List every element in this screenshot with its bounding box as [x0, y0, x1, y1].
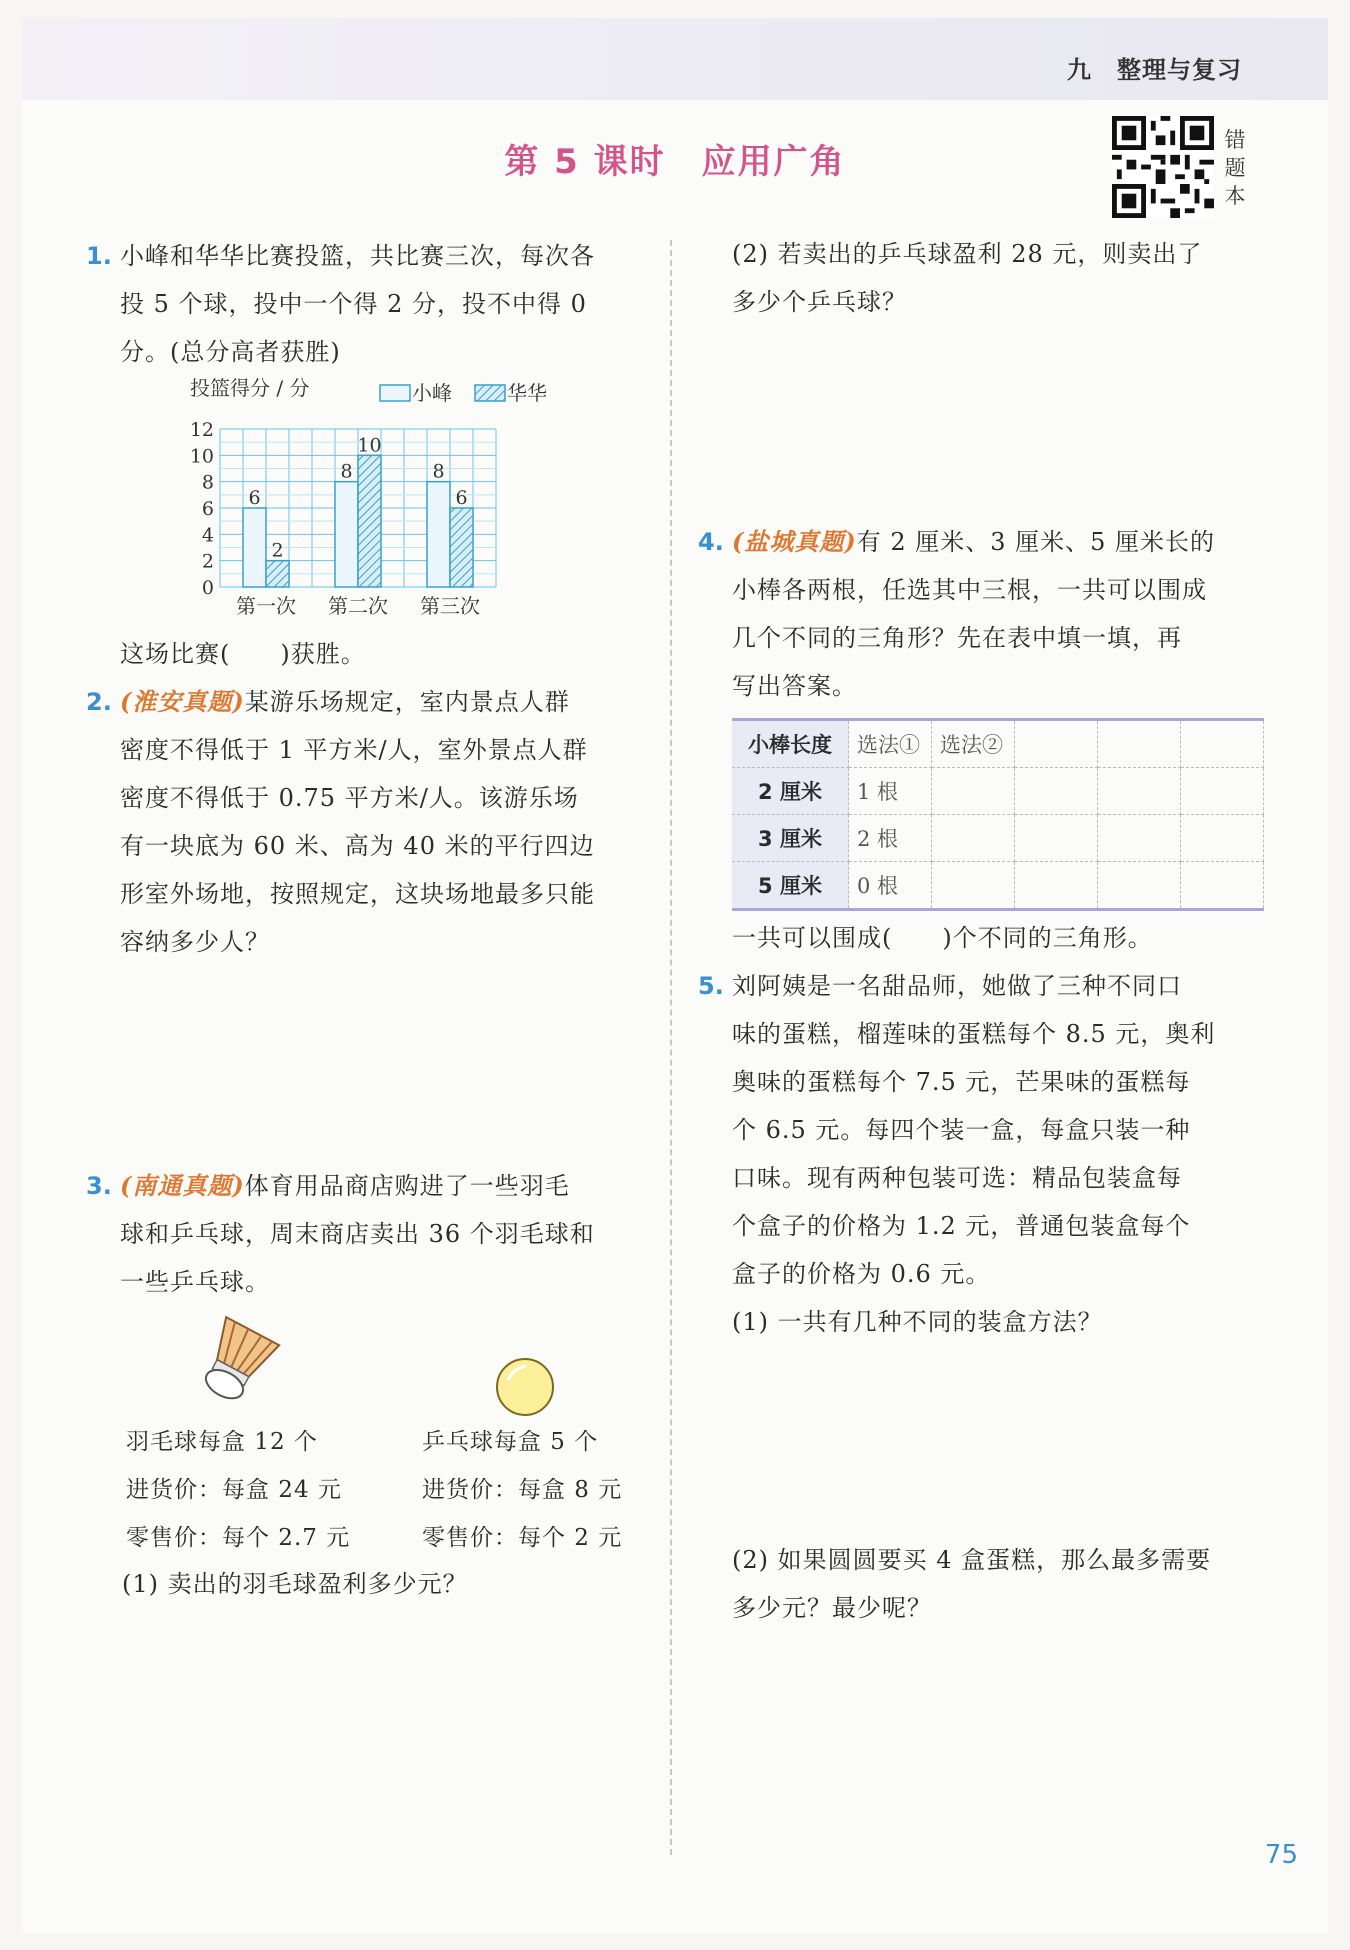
empty-cell[interactable] [1015, 815, 1098, 862]
y-tick-label: 6 [201, 498, 214, 520]
y-tick-label: 0 [201, 577, 214, 599]
y-tick-label: 8 [201, 471, 214, 494]
bar [243, 508, 266, 587]
question-number: 1. [86, 242, 112, 270]
empty-cell[interactable] [1015, 862, 1098, 910]
empty-cell[interactable] [1098, 768, 1181, 815]
table-cell: 0 根 [849, 862, 932, 910]
legend-swatch [475, 385, 505, 401]
empty-cell[interactable] [932, 768, 1015, 815]
empty-cell[interactable] [932, 815, 1015, 862]
data-label: 10 [357, 434, 382, 457]
question-text: (盐城真题)有 2 厘米、3 厘米、5 厘米长的 [732, 527, 1216, 556]
sub-question: 多少元？最少呢？ [732, 1594, 932, 1622]
question-text: 口味。现有两种包装可选：精品包装盒每 [732, 1164, 1182, 1192]
bar [358, 455, 381, 587]
question-text: 分。(总分高者获胜) [120, 338, 341, 366]
chapter-title: 九 整理与复习 [1067, 56, 1242, 84]
y-tick-label: 12 [189, 419, 214, 441]
question-number: 3. [86, 1172, 112, 1200]
empty-cell[interactable] [1015, 720, 1098, 768]
question-text: 写出答案。 [732, 672, 857, 700]
column-divider [670, 240, 672, 1855]
question-text: 密度不得低于 0.75 平方米/人。该游乐场 [120, 784, 579, 812]
pingpong-cost-price: 进货价：每盒 8 元 [422, 1477, 623, 1503]
stick-length-table [732, 718, 1264, 911]
question-text: 密度不得低于 1 平方米/人，室外景点人群 [120, 736, 588, 764]
question-text: (淮安真题)某游乐场规定，室内景点人群 [120, 687, 570, 716]
empty-cell[interactable] [932, 862, 1015, 910]
question-number: 5. [698, 972, 724, 1000]
question-text: 一些乒乓球。 [120, 1268, 270, 1296]
qr-code-icon[interactable] [1112, 116, 1214, 218]
pingpong-ball-icon [490, 1352, 560, 1422]
question-number: 4. [698, 528, 724, 556]
question-text: 球和乒乓球，周末商店卖出 36 个羽毛球和 [120, 1220, 595, 1248]
x-tick-label: 第二次 [328, 594, 388, 618]
data-label: 2 [271, 539, 284, 562]
question-text: 容纳多少人？ [120, 928, 270, 956]
data-label: 6 [455, 487, 468, 509]
question-text: 形室外场地，按照规定，这块场地最多只能 [120, 880, 595, 908]
pingpong-box-info: 乒乓球每盒 5 个 [422, 1429, 599, 1455]
empty-cell[interactable] [1181, 862, 1264, 910]
sub-question: (1) 卖出的羽毛球盈利多少元？ [122, 1570, 468, 1598]
answer-line: 这场比赛( )获胜。 [120, 640, 366, 668]
question-text: 盒子的价格为 0.6 元。 [732, 1260, 991, 1288]
source-tag: (南通真题) [120, 1171, 245, 1200]
empty-cell[interactable] [1098, 862, 1181, 910]
score-bar-chart [180, 375, 547, 625]
empty-cell[interactable] [1015, 768, 1098, 815]
table-row-label: 2 厘米 [732, 768, 849, 815]
bar [335, 482, 358, 587]
legend-swatch [380, 385, 410, 401]
data-label: 8 [432, 460, 445, 483]
sub-question: (2) 如果圆圆要买 4 盒蛋糕，那么最多需要 [732, 1546, 1212, 1574]
shuttle-cost-price: 进货价：每盒 24 元 [126, 1477, 342, 1503]
question-text: 有一块底为 60 米、高为 40 米的平行四边 [120, 832, 595, 860]
question-text: 几个不同的三角形？先在表中填一填，再 [732, 624, 1182, 652]
table-cell: 2 根 [849, 815, 932, 862]
legend-label: 华华 [507, 381, 547, 405]
table-row-label: 5 厘米 [732, 862, 849, 910]
question-text: 刘阿姨是一名甜品师，她做了三种不同口 [732, 972, 1182, 1000]
question-text: 小棒各两根，任选其中三根，一共可以围成 [732, 576, 1207, 604]
qr-label: 错 题 本 [1224, 128, 1246, 208]
legend-label: 小峰 [412, 381, 452, 405]
table-header: 选法② [932, 720, 1015, 768]
table-cell: 1 根 [849, 768, 932, 815]
question-text: 投 5 个球，投中一个得 2 分，投不中得 0 [120, 290, 587, 318]
y-tick-label: 10 [189, 445, 214, 468]
data-label: 8 [340, 460, 353, 483]
shuttle-box-info: 羽毛球每盒 12 个 [126, 1429, 318, 1455]
empty-cell[interactable] [1181, 815, 1264, 862]
y-tick-label: 4 [201, 524, 214, 547]
y-axis-label: 投篮得分 / 分 [190, 376, 310, 400]
x-tick-label: 第一次 [236, 594, 296, 618]
question-number: 2. [86, 688, 112, 716]
page-number: 75 [1264, 1840, 1298, 1870]
question-text: 小峰和华华比赛投篮，共比赛三次，每次各 [120, 242, 595, 270]
x-tick-label: 第三次 [420, 594, 480, 618]
question-text: 味的蛋糕，榴莲味的蛋糕每个 8.5 元，奥利 [732, 1020, 1216, 1048]
y-tick-label: 2 [201, 550, 214, 573]
bar [450, 508, 473, 587]
shuttlecock-icon [188, 1310, 298, 1410]
source-tag: (盐城真题) [732, 527, 857, 556]
sub-question: (1) 一共有几种不同的装盒方法？ [732, 1308, 1103, 1336]
empty-cell[interactable] [1181, 768, 1264, 815]
sub-question: (2) 若卖出的乒乓球盈利 28 元，则卖出了 [732, 240, 1203, 268]
empty-cell[interactable] [1098, 815, 1181, 862]
empty-cell[interactable] [1098, 720, 1181, 768]
data-label: 6 [248, 487, 261, 509]
question-text: (南通真题)体育用品商店购进了一些羽毛 [120, 1171, 570, 1200]
question-text: 个 6.5 元。每四个装一盒，每盒只装一种 [732, 1116, 1191, 1144]
bar [427, 482, 450, 587]
answer-line: 一共可以围成( )个不同的三角形。 [732, 924, 1153, 952]
pingpong-retail-price: 零售价：每个 2 元 [422, 1525, 623, 1551]
sub-question: 多少个乒乓球？ [732, 288, 907, 316]
question-text: 个盒子的价格为 1.2 元，普通包装盒每个 [732, 1212, 1191, 1240]
bar [266, 561, 289, 587]
question-text: 奥味的蛋糕每个 7.5 元，芒果味的蛋糕每 [732, 1068, 1191, 1096]
table-header: 小棒长度 [732, 720, 849, 768]
table-row-label: 3 厘米 [732, 815, 849, 862]
source-tag: (淮安真题) [120, 687, 245, 716]
lesson-title: 第 5 课时 应用广角 [504, 142, 846, 182]
shuttle-retail-price: 零售价：每个 2.7 元 [126, 1525, 351, 1551]
table-header: 选法① [849, 720, 932, 768]
empty-cell[interactable] [1181, 720, 1264, 768]
